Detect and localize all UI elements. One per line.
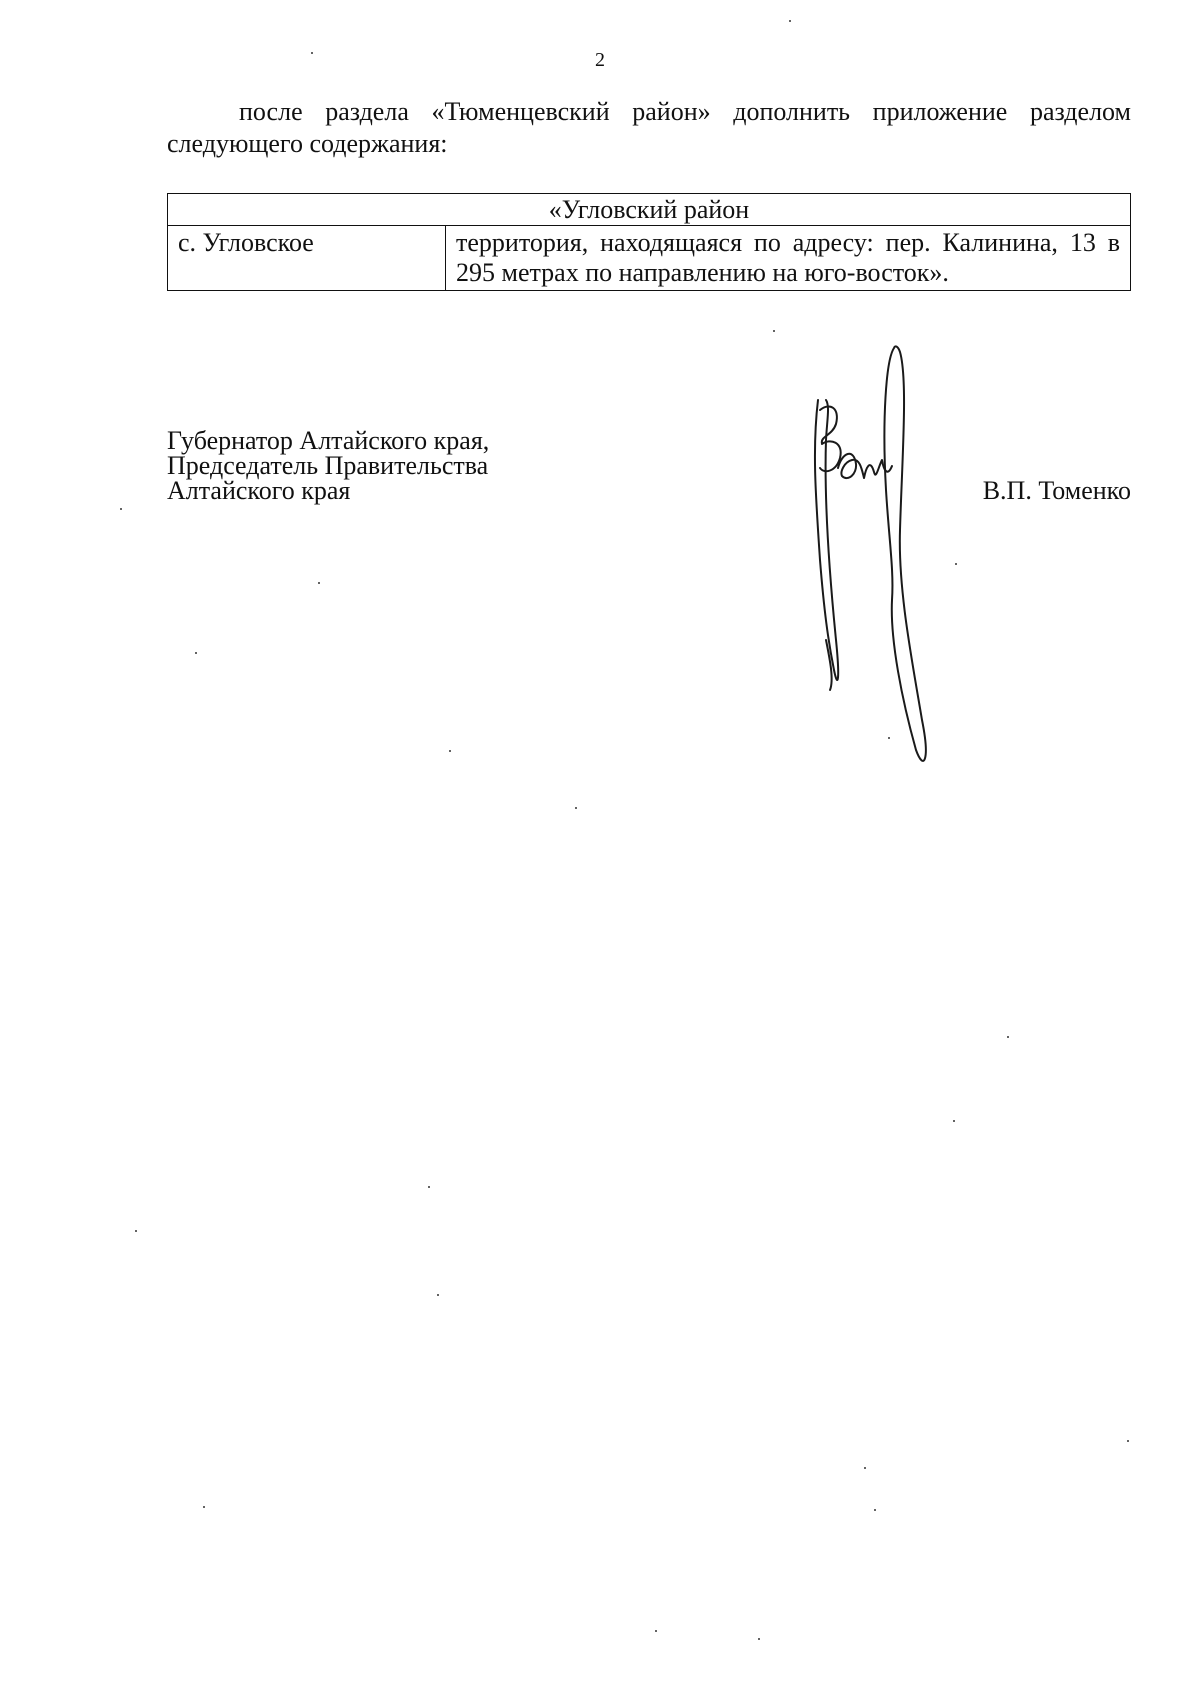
page-number: 2 bbox=[595, 49, 605, 71]
scan-speck bbox=[449, 750, 451, 752]
scan-speck bbox=[655, 1630, 657, 1632]
settlement-cell: с. Угловское bbox=[168, 226, 446, 291]
handwritten-signature bbox=[790, 340, 970, 770]
scan-speck bbox=[773, 330, 775, 332]
scan-speck bbox=[874, 1509, 876, 1511]
scan-speck bbox=[428, 1186, 430, 1188]
scan-speck bbox=[311, 52, 313, 54]
signer-title-line: Губернатор Алтайского края, bbox=[167, 426, 490, 455]
intro-text: после раздела «Тюменцевский район» дополнить приложение разделом следующего содержания: bbox=[167, 97, 1131, 158]
scan-speck bbox=[437, 1294, 439, 1296]
table-header-row bbox=[168, 194, 1131, 226]
signer-name: В.П. Томенко bbox=[982, 476, 1131, 505]
signer-title-line: Алтайского края bbox=[167, 476, 351, 505]
scan-speck bbox=[575, 807, 577, 809]
scan-speck bbox=[203, 1506, 205, 1508]
table-header: «Угловский район bbox=[168, 194, 1131, 226]
table-row bbox=[168, 226, 1131, 291]
scan-speck bbox=[318, 582, 320, 584]
scan-speck bbox=[120, 508, 122, 510]
description-cell: территория, находящаяся по адресу: пер. Калинина, 13 в 295 метрах по направлению на юго-восток». bbox=[446, 226, 1131, 291]
scan-speck bbox=[955, 563, 957, 565]
signer-title-line: Председатель Правительства bbox=[167, 451, 489, 480]
scan-speck bbox=[953, 1120, 955, 1122]
scan-speck bbox=[758, 1638, 760, 1640]
scan-speck bbox=[135, 1230, 137, 1232]
scan-speck bbox=[1007, 1036, 1009, 1038]
signer-title bbox=[167, 428, 489, 503]
scan-speck bbox=[789, 20, 791, 22]
scan-speck bbox=[864, 1467, 866, 1469]
district-table bbox=[167, 193, 1131, 291]
scan-speck bbox=[195, 652, 197, 654]
scan-speck bbox=[888, 737, 890, 739]
scan-speck bbox=[1127, 1440, 1129, 1442]
intro-paragraph bbox=[167, 96, 1131, 160]
